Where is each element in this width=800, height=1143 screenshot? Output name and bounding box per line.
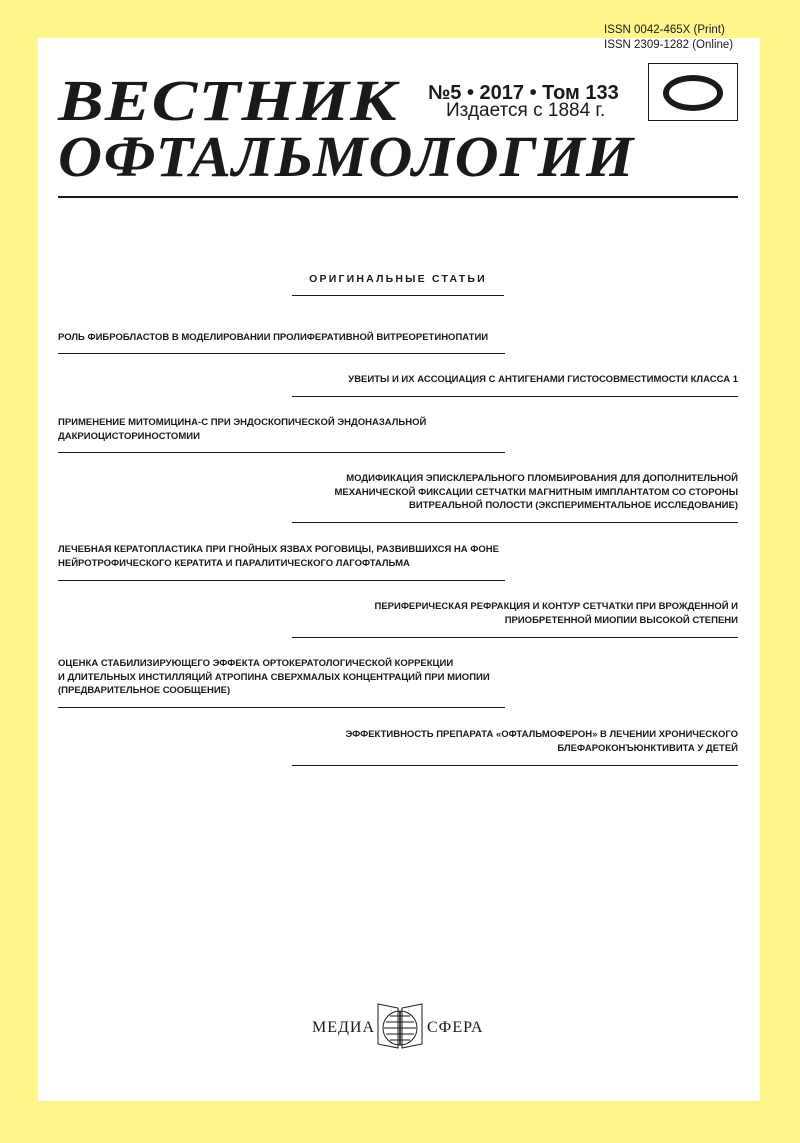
article-title bbox=[58, 331, 505, 345]
article-title-line: ЭФФЕКТИВНОСТЬ ПРЕПАРАТА «ОФТАЛЬМОФЕРОН» В ЛЕЧЕНИИ ХРОНИЧЕСКОГО bbox=[345, 729, 738, 740]
article-title-line: НЕЙРОТРОФИЧЕСКОГО КЕРАТИТА И ПАРАЛИТИЧЕСКОГО ЛАГОФТАЛЬМА bbox=[58, 557, 410, 569]
article-divider bbox=[292, 522, 738, 523]
issn-online: ISSN 2309-1282 (Online) bbox=[604, 39, 734, 51]
article-divider bbox=[292, 765, 738, 766]
article-title-line: ПЕРИФЕРИЧЕСКАЯ РЕФРАКЦИЯ И КОНТУР СЕТЧАТКИ ПРИ ВРОЖДЕННОЙ И bbox=[374, 601, 738, 612]
article-divider bbox=[292, 637, 738, 638]
publisher-name-right: СФЕРА bbox=[427, 1019, 484, 1036]
issn-print: ISSN 0042-465X (Print) bbox=[604, 24, 725, 36]
issue-info: №5 • 2017 • Том 133 bbox=[428, 82, 619, 104]
article-title-line: РОЛЬ ФИБРОБЛАСТОВ В МОДЕЛИРОВАНИИ ПРОЛИФЕРАТИВНОЙ ВИТРЕОРЕТИНОПАТИИ bbox=[58, 332, 489, 343]
article-title-line: ДАКРИОЦИСТОРИНОСТОМИИ bbox=[58, 430, 200, 442]
section-title: ОРИГИНАЛЬНЫЕ СТАТЬИ bbox=[309, 273, 487, 285]
article-title bbox=[292, 600, 738, 627]
article-title-line: МОДИФИКАЦИЯ ЭПИСКЛЕРАЛЬНОГО ПЛОМБИРОВАНИЯ ДЛЯ ДОПОЛНИТЕЛЬНОЙ bbox=[346, 473, 738, 484]
article-title-line: ОЦЕНКА СТАБИЛИЗИРУЮЩЕГО ЭФФЕКТА ОРТОКЕРАТОЛОГИЧЕСКОЙ КОРРЕКЦИИ bbox=[58, 658, 454, 669]
article-title-line: (ПРЕДВАРИТЕЛЬНОЕ СООБЩЕНИЕ) bbox=[58, 685, 231, 696]
article-title-line: МЕХАНИЧЕСКОЙ ФИКСАЦИИ СЕТЧАТКИ МАГНИТНЫМ ИМПЛАНТАТОМ СО СТОРОНЫ bbox=[334, 486, 738, 498]
article-divider bbox=[58, 452, 505, 453]
article-title bbox=[292, 373, 738, 387]
article-divider bbox=[58, 580, 505, 581]
article-title bbox=[58, 543, 505, 570]
header-divider bbox=[58, 196, 738, 198]
article-divider bbox=[58, 707, 505, 708]
article-title bbox=[58, 657, 505, 698]
article-title bbox=[58, 416, 505, 443]
publisher-name-left: МЕДИА bbox=[312, 1019, 376, 1036]
journal-title-line2: ОФТАЛЬМОЛОГИИ bbox=[58, 124, 635, 189]
article-title-line: ВИТРЕАЛЬНОЙ ПОЛОСТИ (ЭКСПЕРИМЕНТАЛЬНОЕ ИССЛЕДОВАНИЕ) bbox=[409, 500, 738, 511]
journal-title-line1: ВЕСТНИК bbox=[58, 68, 398, 133]
article-title-line: ПРИОБРЕТЕННОЙ МИОПИИ ВЫСОКОЙ СТЕПЕНИ bbox=[504, 614, 738, 626]
eye-logo bbox=[648, 63, 738, 121]
since-info: Издается с 1884 г. bbox=[446, 100, 606, 121]
article-title bbox=[292, 472, 738, 513]
eye-icon bbox=[649, 64, 737, 120]
article-title-line: ЛЕЧЕБНАЯ КЕРАТОПЛАСТИКА ПРИ ГНОЙНЫХ ЯЗВАХ РОГОВИЦЫ, РАЗВИВШИХСЯ НА ФОНЕ bbox=[58, 544, 499, 555]
article-divider bbox=[292, 396, 738, 397]
article-title bbox=[292, 728, 738, 755]
article-title-line: БЛЕФАРОКОНЪЮНКТИВИТА У ДЕТЕЙ bbox=[557, 742, 738, 754]
article-divider bbox=[58, 353, 505, 354]
section-divider bbox=[292, 295, 504, 296]
article-title-line: УВЕИТЫ И ИХ АССОЦИАЦИЯ С АНТИГЕНАМИ ГИСТОСОВМЕСТИМОСТИ КЛАССА 1 bbox=[348, 374, 738, 385]
article-title-line: ПРИМЕНЕНИЕ МИТОМИЦИНА-С ПРИ ЭНДОСКОПИЧЕСКОЙ ЭНДОНАЗАЛЬНОЙ bbox=[58, 417, 427, 428]
article-title-line: И ДЛИТЕЛЬНЫХ ИНСТИЛЛЯЦИЙ АТРОПИНА СВЕРХМАЛЫХ КОНЦЕНТРАЦИЙ ПРИ МИОПИИ bbox=[58, 671, 490, 683]
